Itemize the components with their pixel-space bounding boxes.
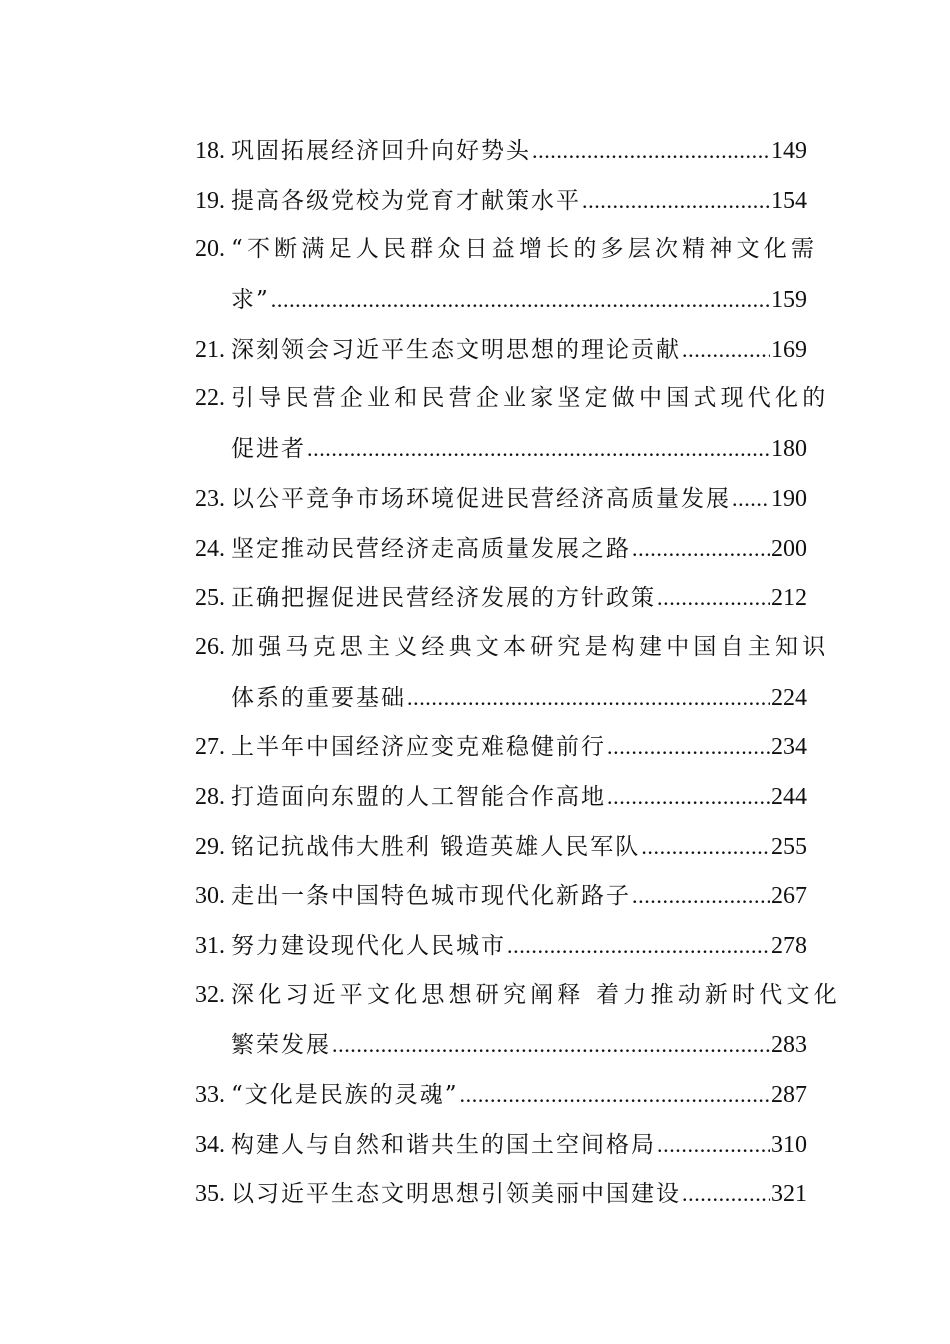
toc-entry-18[interactable] (195, 126, 807, 176)
toc-entry-title-continued: 体系的重要基础 (231, 684, 406, 711)
toc-entry-title: 打造面向东盟的人工智能合作高地 (231, 783, 606, 810)
toc-entry-title: 以习近平生态文明思想引领美丽中国建设 (231, 1181, 681, 1208)
dot-leader (460, 1070, 770, 1120)
toc-entry-page: 244 (771, 783, 807, 810)
toc-entry-35[interactable] (195, 1169, 807, 1219)
toc-entry-33[interactable] (195, 1070, 807, 1120)
toc-entry-29[interactable] (195, 822, 807, 872)
dot-leader (657, 573, 770, 623)
toc-entry-21[interactable] (195, 325, 807, 375)
toc-entry-title: 正确把握促进民营经济发展的方针政策 (231, 585, 656, 612)
dot-leader (582, 176, 770, 226)
toc-entry-title: 坚定推动民营经济走高质量发展之路 (231, 535, 631, 562)
dot-leader (657, 1120, 770, 1170)
toc-entry-number: 32. (195, 981, 225, 1008)
toc-entry-title: 深化习近平文化思想研究阐释 着力推动新时代文化 (231, 981, 841, 1008)
toc-entry-32-continuation[interactable] (195, 1020, 807, 1070)
toc-entry-page: 212 (771, 585, 807, 612)
toc-entry-30[interactable] (195, 871, 807, 921)
dot-leader (532, 126, 770, 176)
toc-entry-number: 31. (195, 933, 225, 959)
toc-entry-number: 34. (195, 1131, 225, 1158)
toc-entry-number: 26. (195, 633, 225, 660)
toc-entry-number: 18. (195, 138, 225, 164)
toc-entry-page: 234 (771, 734, 807, 761)
dot-leader (632, 524, 770, 574)
toc-entry-title: 走出一条中国特色城市现代化新路子 (231, 883, 631, 910)
dot-leader (682, 325, 770, 375)
dot-leader (607, 722, 770, 772)
toc-entry-title-continued: 繁荣发展 (231, 1032, 331, 1059)
toc-entry-page: 169 (771, 336, 807, 363)
toc-entry-page: 267 (771, 883, 807, 910)
dot-leader (507, 921, 770, 971)
toc-entry-number: 33. (195, 1082, 225, 1109)
toc-entry-26[interactable] (195, 623, 830, 673)
toc-entry-page: 149 (771, 138, 807, 164)
toc-entry-34[interactable] (195, 1120, 807, 1170)
toc-entry-number: 28. (195, 783, 225, 810)
toc-entry-page: 159 (771, 287, 807, 314)
toc-entry-20[interactable] (195, 225, 819, 275)
toc-entry-title: 深刻领会习近平生态文明思想的理论贡献 (231, 336, 681, 363)
toc-entry-28[interactable] (195, 772, 807, 822)
dot-leader (271, 275, 770, 325)
dot-leader (407, 673, 770, 723)
toc-entry-title: 构建人与自然和谐共生的国土空间格局 (231, 1131, 656, 1158)
toc-entry-number: 35. (195, 1181, 225, 1208)
toc-entry-page: 200 (771, 535, 807, 562)
toc-entry-title: 以公平竞争市场环境促进民营经济高质量发展 (231, 485, 731, 512)
dot-leader (632, 871, 770, 921)
toc-entry-page: 255 (771, 833, 807, 860)
dot-leader (732, 474, 770, 524)
toc-entry-page: 287 (771, 1082, 807, 1109)
toc-entry-number: 20. (195, 236, 225, 263)
toc-entry-number: 24. (195, 535, 225, 562)
toc-entry-title: 铭记抗战伟大胜利 锻造英雄人民军队 (231, 833, 641, 860)
toc-entry-title: 上半年中国经济应变克难稳健前行 (231, 734, 606, 761)
toc-entry-title: 引导民营企业和民营企业家坚定做中国式现代化的 (231, 385, 830, 412)
toc-entry-27[interactable] (195, 722, 807, 772)
dot-leader (682, 1169, 770, 1219)
toc-entry-title: 努力建设现代化人民城市 (231, 933, 506, 959)
toc-entry-page: 310 (771, 1131, 807, 1158)
toc-entry-32[interactable] (195, 971, 841, 1021)
toc-entry-title: 提高各级党校为党育才献策水平 (231, 187, 581, 214)
toc-entry-title: 巩固拓展经济回升向好势头 (231, 138, 531, 164)
toc-entry-page: 283 (771, 1032, 807, 1059)
toc-entry-31[interactable] (195, 921, 807, 971)
toc-entry-22[interactable] (195, 374, 830, 424)
table-of-contents (195, 126, 841, 1219)
toc-entry-title: “文化是民族的灵魂” (231, 1082, 459, 1109)
toc-entry-19[interactable] (195, 176, 807, 226)
toc-entry-26-continuation[interactable] (195, 673, 807, 723)
toc-entry-20-continuation[interactable] (195, 275, 807, 325)
toc-entry-page: 190 (771, 485, 807, 512)
toc-entry-number: 23. (195, 485, 225, 512)
toc-entry-title: 加强马克思主义经典文本研究是构建中国自主知识 (231, 633, 830, 660)
toc-entry-number: 29. (195, 833, 225, 860)
dot-leader (332, 1020, 770, 1070)
dot-leader (307, 424, 770, 474)
toc-entry-title-continued: 促进者 (231, 436, 306, 463)
toc-entry-23[interactable] (195, 474, 807, 524)
toc-entry-22-continuation[interactable] (195, 424, 807, 474)
toc-entry-page: 224 (771, 684, 807, 711)
toc-entry-number: 21. (195, 336, 225, 363)
toc-entry-page: 278 (771, 933, 807, 959)
toc-entry-number: 19. (195, 187, 225, 214)
toc-entry-25[interactable] (195, 573, 807, 623)
toc-entry-number: 25. (195, 585, 225, 612)
toc-entry-page: 180 (771, 436, 807, 463)
dot-leader (607, 772, 770, 822)
toc-entry-title-continued: 求” (231, 287, 270, 314)
toc-entry-page: 154 (771, 187, 807, 214)
dot-leader (641, 822, 770, 872)
toc-entry-number: 30. (195, 883, 225, 910)
toc-entry-number: 27. (195, 734, 225, 761)
toc-entry-page: 321 (771, 1181, 807, 1208)
toc-entry-number: 22. (195, 385, 225, 412)
toc-entry-24[interactable] (195, 524, 807, 574)
toc-entry-title: “不断满足人民群众日益增长的多层次精神文化需 (231, 236, 819, 263)
